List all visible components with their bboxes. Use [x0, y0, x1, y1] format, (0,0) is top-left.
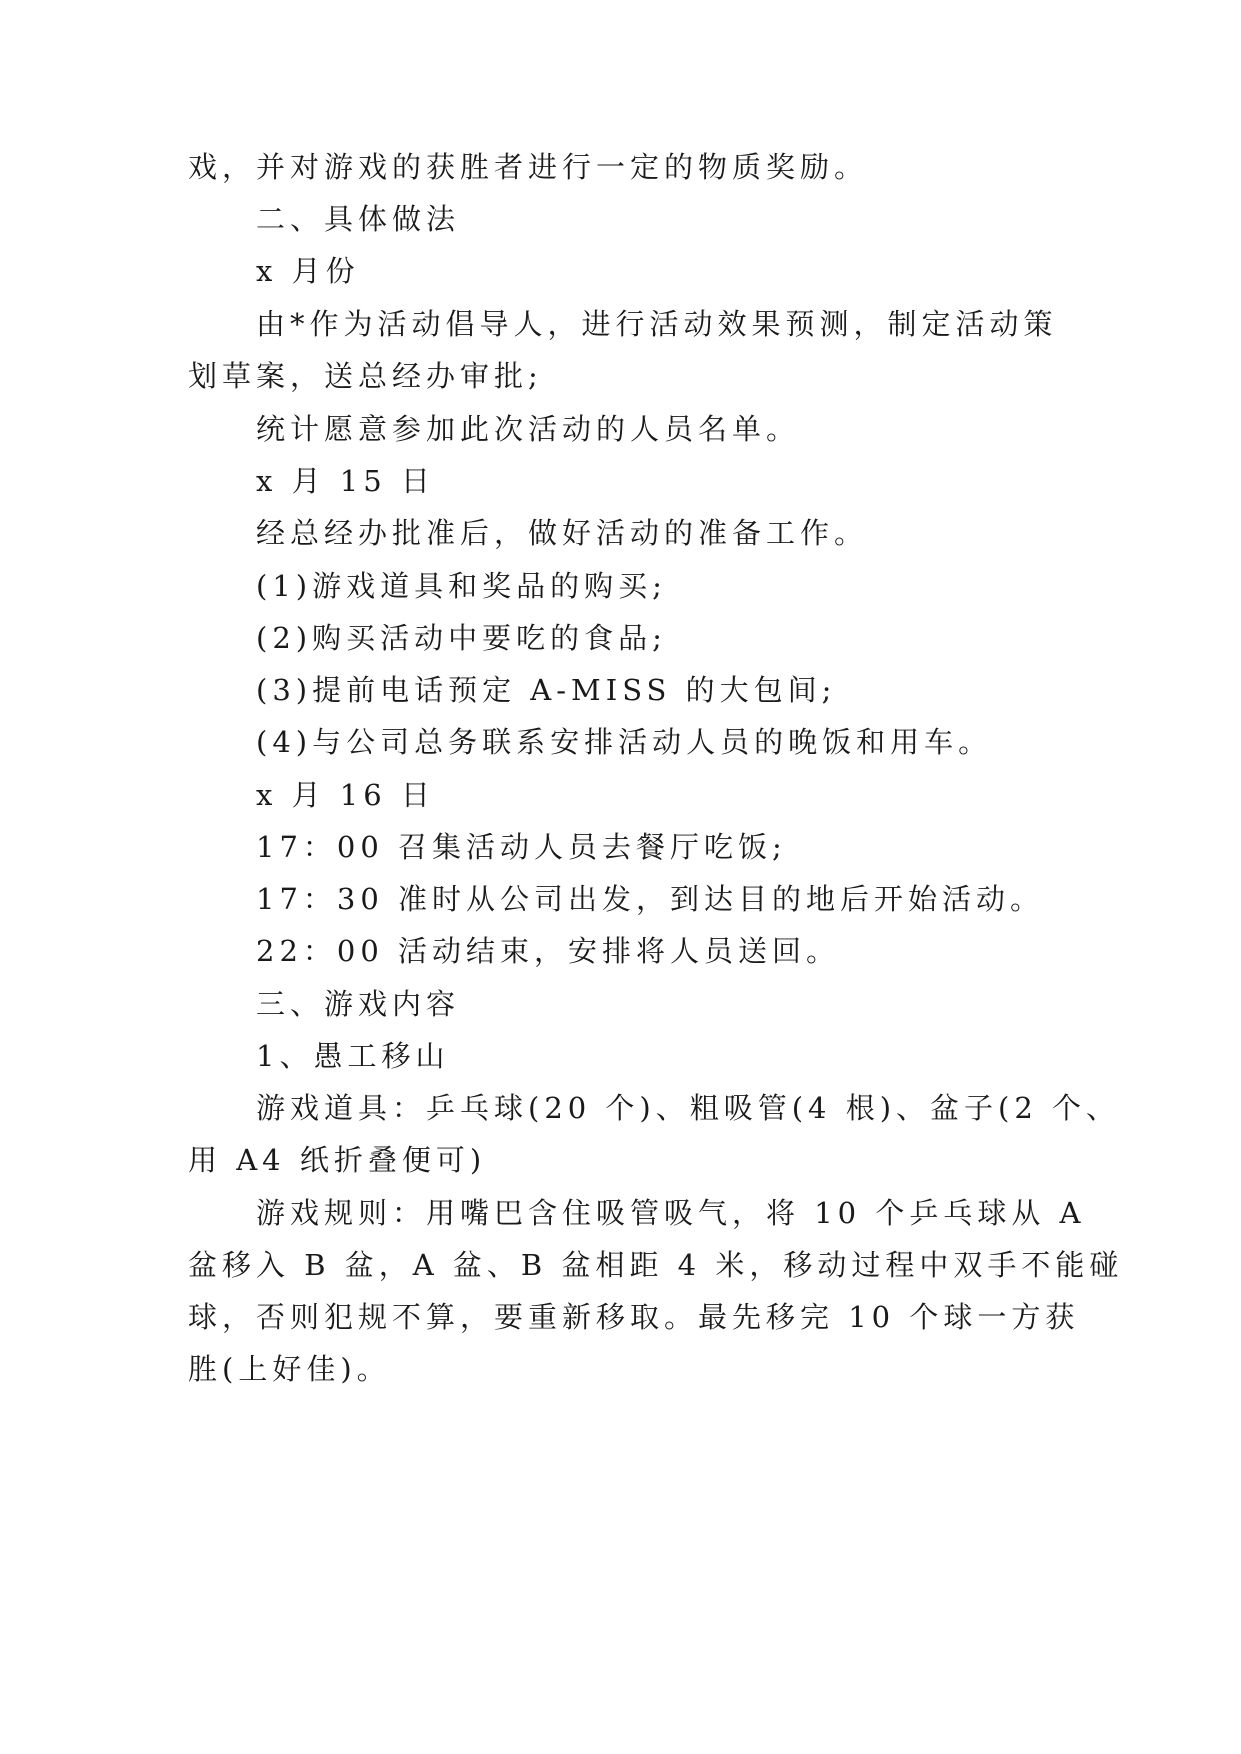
date-heading: x 月 16 日	[256, 778, 435, 812]
schedule-item: 22：00 活动结束，安排将人员送回。	[256, 934, 841, 968]
list-item: (1)游戏道具和奖品的购买;	[256, 569, 667, 603]
subsection-heading: 1、愚工移山	[256, 1039, 450, 1073]
date-heading: x 月 15 日	[256, 464, 435, 498]
list-item: (4)与公司总务联系安排活动人员的晚饭和用车。	[256, 725, 993, 759]
paragraph-continuation: 戏，并对游戏的获胜者进行一定的物质奖励。	[188, 150, 869, 184]
list-item: (2)购买活动中要吃的食品;	[256, 621, 667, 655]
section-heading: 三、游戏内容	[256, 987, 461, 1021]
paragraph-line: 由*作为活动倡导人，进行活动效果预测，制定活动策	[256, 307, 1058, 341]
paragraph-line: 游戏道具：乒乓球(20 个)、粗吸管(4 根)、盆子(2 个、	[256, 1091, 1121, 1125]
date-heading: x 月份	[256, 254, 360, 288]
schedule-item: 17：30 准时从公司出发，到达目的地后开始活动。	[256, 882, 1045, 916]
paragraph-continuation: 胜(上好佳)。	[188, 1352, 391, 1386]
paragraph-line: 游戏规则：用嘴巴含住吸管吸气，将 10 个乒乓球从 A	[256, 1196, 1086, 1230]
schedule-item: 17：00 召集活动人员去餐厅吃饭;	[256, 830, 787, 864]
paragraph-continuation: 球，否则犯规不算，要重新移取。最先移完 10 个球一方获	[188, 1300, 1080, 1334]
paragraph-continuation: 盆移入 B 盆，A 盆、B 盆相距 4 米，移动过程中双手不能碰	[188, 1248, 1124, 1282]
paragraph-continuation: 用 A4 纸折叠便可)	[188, 1143, 487, 1177]
paragraph-continuation: 划草案，送总经办审批;	[188, 359, 543, 393]
section-heading: 二、具体做法	[256, 202, 461, 236]
list-item: (3)提前电话预定 A-MISS 的大包间;	[256, 673, 837, 707]
paragraph-line: 统计愿意参加此次活动的人员名单。	[256, 412, 801, 446]
paragraph-line: 经总经办批准后，做好活动的准备工作。	[256, 516, 869, 550]
